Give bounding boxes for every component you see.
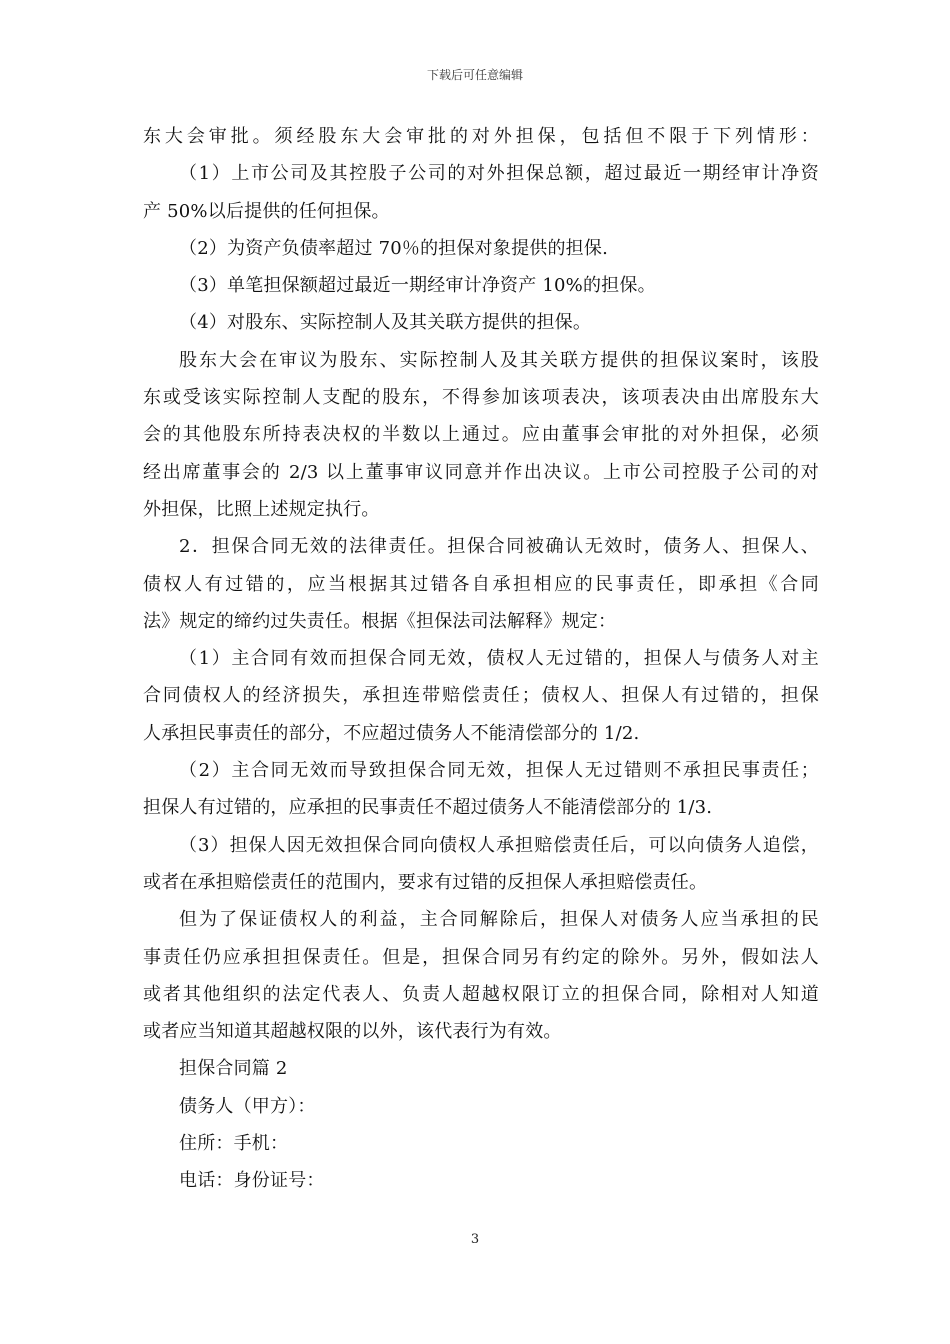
text-line: 东或受该实际控制人支配的股东，不得参加该项表决，该项表决由出席股东大 xyxy=(143,387,819,409)
page-header: 下载后可任意编辑 xyxy=(426,68,523,82)
text-line: 人承担民事责任的部分，不应超过债务人不能清偿部分的 1/2. xyxy=(143,722,640,744)
text-line: 2．担保合同无效的法律责任。担保合同被确认无效时，债务人、担保人、 xyxy=(179,536,819,558)
text-line: （4）对股东、实际控制人及其关联方提供的担保。 xyxy=(179,312,592,334)
text-line: 股东大会在审议为股东、实际控制人及其关联方提供的担保议案时，该股 xyxy=(179,349,819,371)
text-line: 经出席董事会的 2/3 以上董事审议同意并作出决议。上市公司控股子公司的对 xyxy=(143,461,819,483)
text-line: 但为了保证债权人的利益，主合同解除后，担保人对债务人应当承担的民 xyxy=(179,909,819,931)
text-line: （3）担保人因无效担保合同向债权人承担赔偿责任后，可以向债务人追偿， xyxy=(179,834,819,856)
form-field-debtor: 债务人（甲方）： xyxy=(179,1095,316,1117)
text-line: 或者其他组织的法定代表人、负责人超越权限订立的担保合同，除相对人知道 xyxy=(143,983,819,1005)
form-field-tel-id: 电话：身份证号： xyxy=(179,1170,325,1192)
text-line: 产 50%以后提供的任何担保。 xyxy=(143,200,390,222)
text-line: 会的其他股东所持表决权的半数以上通过。应由董事会审批的对外担保，必须 xyxy=(143,424,819,446)
text-line: 外担保，比照上述规定执行。 xyxy=(143,498,380,520)
text-line: 担保人有过错的，应承担的民事责任不超过债务人不能清偿部分的 1/3. xyxy=(143,797,713,819)
text-line: 东大会审批。须经股东大会审批的对外担保，包括但不限于下列情形： xyxy=(143,126,819,147)
text-line: 事责任仍应承担担保责任。但是，担保合同另有约定的除外。另外，假如法人 xyxy=(143,946,819,968)
section-title: 担保合同篇 2 xyxy=(179,1058,288,1080)
text-line: （2）主合同无效而导致担保合同无效，担保人无过错则不承担民事责任； xyxy=(179,760,819,782)
text-line: 合同债权人的经济损失，承担连带赔偿责任；债权人、担保人有过错的，担保 xyxy=(143,685,819,707)
text-line: （3）单笔担保额超过最近一期经审计净资产 10%的担保。 xyxy=(179,275,656,297)
document-body xyxy=(143,118,819,1200)
text-line: （2）为资产负债率超过 70％的担保对象提供的担保. xyxy=(179,237,608,259)
form-field-address-phone: 住所：手机： xyxy=(179,1133,289,1155)
page-number: 3 xyxy=(470,1232,480,1247)
text-line: （1）上市公司及其控股子公司的对外担保总额，超过最近一期经审计净资 xyxy=(179,163,819,185)
text-line: 或者应当知道其超越权限的以外，该代表行为有效。 xyxy=(143,1021,562,1043)
text-line: 法》规定的缔约过失责任。根据《担保法司法解释》规定： xyxy=(143,610,617,632)
text-line: 或者在承担赔偿责任的范围内，要求有过错的反担保人承担赔偿责任。 xyxy=(143,871,708,893)
text-line: （1）主合同有效而担保合同无效，债权人无过错的，担保人与债务人对主 xyxy=(179,648,819,670)
text-line: 债权人有过错的，应当根据其过错各自承担相应的民事责任，即承担《合同 xyxy=(143,573,819,595)
